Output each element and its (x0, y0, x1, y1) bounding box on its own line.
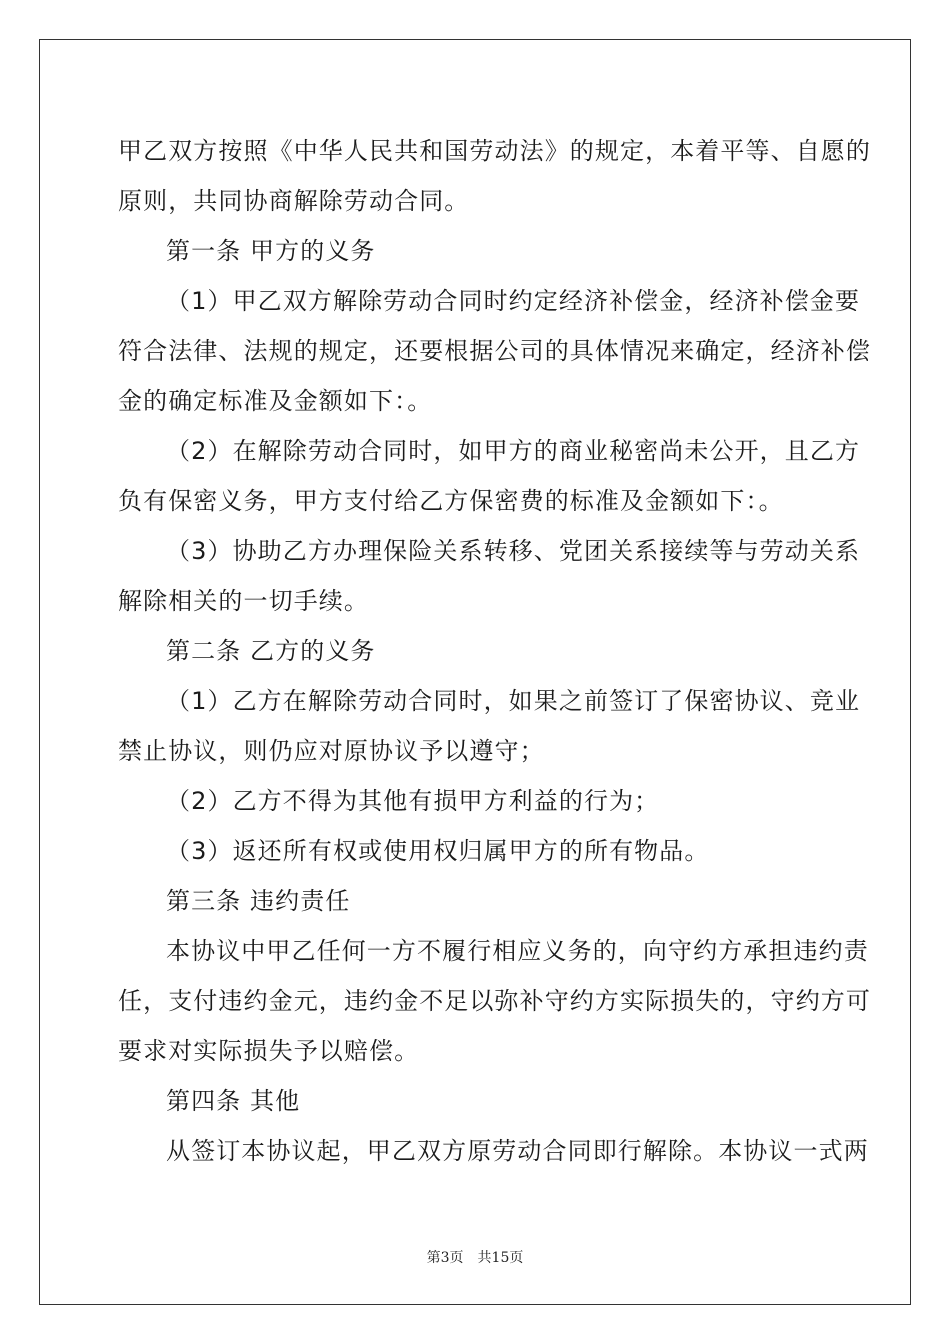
current-page-number: 第3页 (426, 1250, 464, 1266)
paragraph-line: 本协议中甲乙任何一方不履行相应义务的，向守约方承担违约责 (166, 937, 869, 965)
paragraph-line: 禁止协议，则仍应对原协议予以遵守； (118, 737, 545, 765)
paragraph-line: 解除相关的一切手续。 (118, 587, 369, 615)
paragraph-line: （2）在解除劳动合同时，如甲方的商业秘密尚未公开，且乙方 (166, 437, 861, 465)
paragraph-line: （3）返还所有权或使用权归属甲方的所有物品。 (166, 837, 710, 865)
article-heading: 第三条 违约责任 (166, 887, 351, 915)
paragraph-line: 符合法律、法规的规定，还要根据公司的具体情况来确定，经济补偿 (118, 337, 871, 365)
article-heading: 第一条 甲方的义务 (166, 237, 376, 265)
paragraph-line: （3）协助乙方办理保险关系转移、党团关系接续等与劳动关系 (166, 537, 861, 565)
article-heading: 第二条 乙方的义务 (166, 637, 376, 665)
paragraph-line: 要求对实际损失予以赔偿。 (118, 1037, 420, 1065)
page-footer (0, 1247, 950, 1267)
article-heading: 第四条 其他 (166, 1087, 301, 1115)
paragraph-line: 甲乙双方按照《中华人民共和国劳动法》的规定，本着平等、自愿的 (118, 137, 871, 165)
total-pages: 共15页 (477, 1250, 524, 1266)
paragraph-line: 负有保密义务，甲方支付给乙方保密费的标准及金额如下：。 (118, 487, 784, 515)
paragraph-line: 从签订本协议起，甲乙双方原劳动合同即行解除。本协议一式两 (166, 1137, 869, 1165)
paragraph-line: （2）乙方不得为其他有损甲方利益的行为； (166, 787, 660, 815)
paragraph-line: 金的确定标准及金额如下：。 (118, 387, 433, 415)
paragraph-line: 任，支付违约金元，违约金不足以弥补守约方实际损失的，守约方可 (118, 987, 871, 1015)
paragraph-line: （1）乙方在解除劳动合同时，如果之前签订了保密协议、竞业 (166, 687, 861, 715)
paragraph-line: （1）甲乙双方解除劳动合同时约定经济补偿金，经济补偿金要 (166, 287, 861, 315)
paragraph-line: 原则，共同协商解除劳动合同。 (118, 187, 470, 215)
